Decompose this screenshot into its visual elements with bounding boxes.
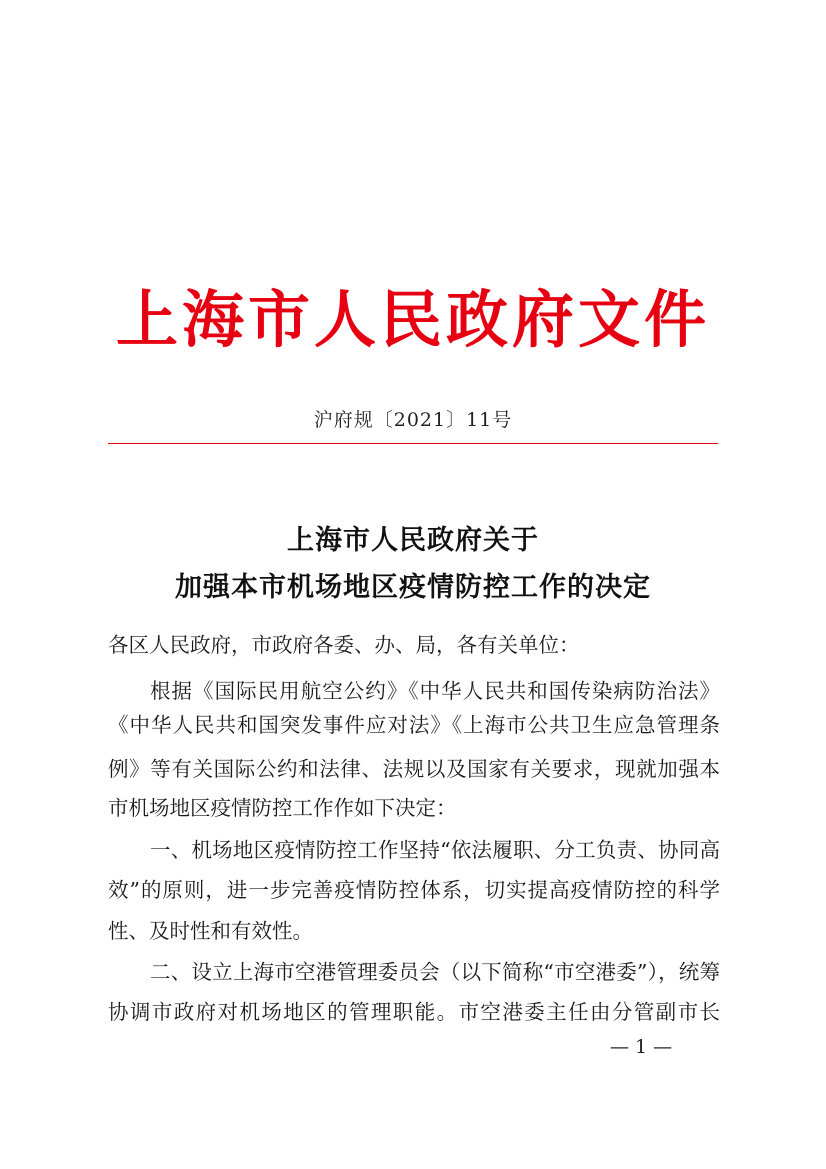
- masthead: 上海市人民政府文件: [115, 283, 710, 356]
- paragraph-2-line: 一、机场地区疫情防控工作坚持“依法履职、分工负责、协同高: [150, 838, 720, 862]
- paragraph-2-line: 效”的原则，进一步完善疫情防控体系，切实提高疫情防控的科学: [108, 878, 720, 902]
- paragraph-1-line: 根据《国际民用航空公约》《中华人民共和国传染病防治法》: [150, 679, 720, 703]
- paragraph-3-line: 协调市政府对机场地区的管理职能。市空港委主任由分管副市长: [108, 1000, 720, 1024]
- paragraph-1-line: 《中华人民共和国突发事件应对法》《上海市公共卫生应急管理条: [108, 713, 720, 737]
- document-number: 沪府规〔2021〕11号: [313, 409, 513, 431]
- paragraph-1-line: 市机场地区疫情防控工作作如下决定：: [108, 796, 457, 820]
- paragraph-2-line: 性、及时性和有效性。: [108, 919, 313, 943]
- salutation: 各区人民政府，市政府各委、办、局，各有关单位：: [108, 633, 580, 657]
- paragraph-3-line: 二、设立上海市空港管理委员会（以下简称“市空港委”），统筹: [150, 960, 720, 984]
- paragraph-1-line: 例》等有关国际公约和法律、法规以及国家有关要求，现就加强本: [108, 757, 720, 781]
- document-title-line-2: 加强本市机场地区疫情防控工作的决定: [175, 572, 651, 603]
- red-divider: [108, 443, 718, 444]
- page-number: — 1 —: [610, 1036, 673, 1058]
- document-title-line-1: 上海市人民政府关于: [287, 525, 539, 556]
